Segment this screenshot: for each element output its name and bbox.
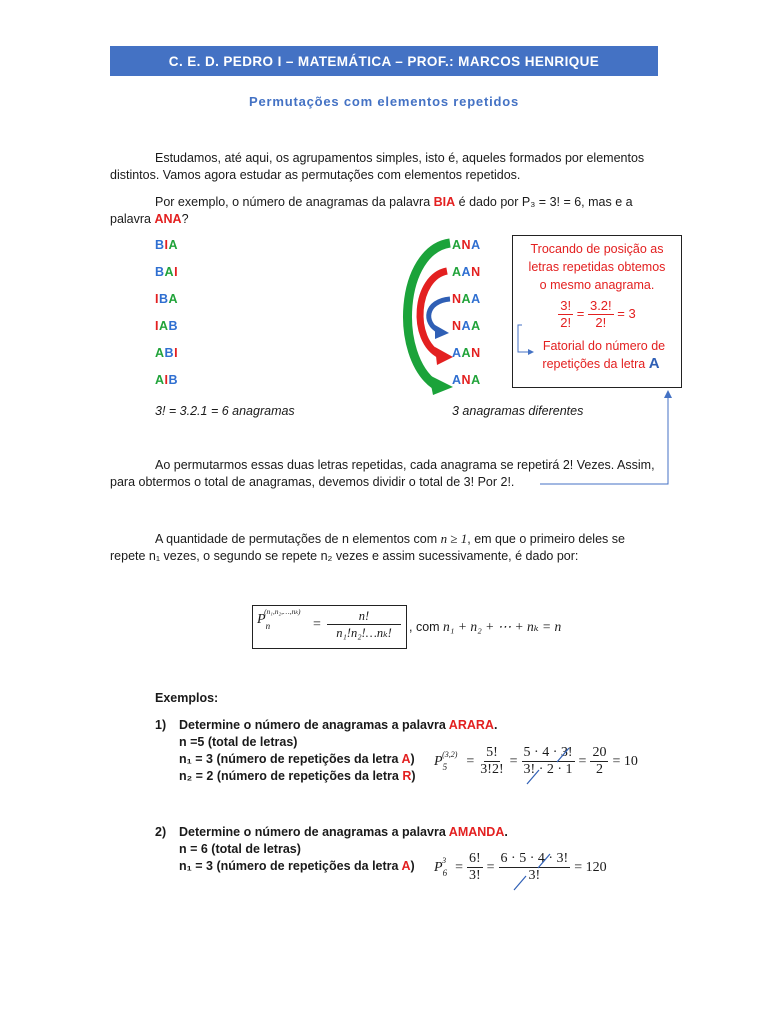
list-item: BIA bbox=[155, 238, 179, 252]
ana-anagram-list bbox=[452, 238, 481, 400]
example-1: 1) Determine o número de anagramas a palavra ARARA. n =5 (total de letras) n₁ = 3 (número de repetições da letra A) n₂ = 2 (número de repetições da letra R) bbox=[155, 718, 498, 783]
list-item: IAB bbox=[155, 319, 179, 333]
note-line-1: Trocando de posição as bbox=[530, 242, 664, 256]
header-title: C. E. D. PEDRO I – MATEMÁTICA – PROF.: MARCOS HENRIQUE bbox=[168, 53, 600, 69]
list-item: ANA bbox=[452, 373, 481, 387]
general-paragraph: A quantidade de permutações de n elementos com n ≥ 1, em que o primeiro deles se repete n₁ vezes, o segundo se repete n₂ vezes e assim sucessivamente, é dado por: bbox=[110, 531, 625, 563]
example-1-line-1: n =5 (total de letras) bbox=[179, 735, 298, 749]
example-1-calculation: $P_5^{(3,2)}$ = $\frac{5!}{3!2!}$ = $\frac{5 \cdot 4 \cdot 3!}{3! \cdot 2 \cdot 1}$ = $\frac{20}{2}$ = 10 bbox=[434, 745, 638, 777]
note-fraction: $\frac{3!}{2!}$ = $\frac{3.2!}{2!}$ = 3 bbox=[560, 298, 636, 330]
example-2-calculation: $P_6^3$ = $\frac{6!}{3!}$ = $\frac{6 \cdot 5 \cdot 4 \cdot 3!}{3!}$ = 120 bbox=[434, 851, 607, 883]
intro-p2-text-a: Por exemplo, o número de anagramas da palavra bbox=[155, 195, 434, 209]
note-fatorial-2: repetições da letra A bbox=[542, 355, 660, 372]
example-2-line-2: n₁ = 3 (número de repetições da letra A) bbox=[179, 859, 415, 873]
intro-paragraph-1: Estudamos, até aqui, os agrupamentos simples, isto é, aqueles formados por elementos distintos. Vamos agora estudar as permutações com elementos repetidos. bbox=[110, 151, 645, 182]
note-line-3: o mesmo anagrama. bbox=[539, 278, 655, 292]
formula-p: $P_n^{(n_1,n_2,\dots,n_k)}$ bbox=[257, 607, 301, 631]
list-item: IBA bbox=[155, 292, 179, 306]
red-arrow bbox=[420, 271, 447, 355]
list-item: ANA bbox=[452, 238, 481, 252]
note-line-2: letras repetidas obtemos bbox=[528, 260, 666, 274]
intro-paragraph-2 bbox=[110, 194, 658, 228]
header-banner bbox=[110, 46, 658, 76]
formula-condition: , com n₁ + n₂ + ⋯ + nₖ = n bbox=[409, 619, 562, 634]
word-bia: BIA bbox=[433, 195, 456, 209]
word-ana: ANA bbox=[154, 212, 182, 226]
bia-anagram-list bbox=[155, 238, 178, 400]
examples-title: Exemplos: bbox=[155, 691, 219, 705]
list-item: AAN bbox=[452, 265, 481, 279]
permutation-formula-box: $P_n^{(n_1,n_2,\dots,n_k)}$ = $\frac{n!}{\text{n₁!n₂!…nₖ!}}$ bbox=[252, 605, 407, 649]
example-2-line-1: n = 6 (total de letras) bbox=[179, 842, 301, 856]
formula-fraction: $\frac{n!}{\text{n₁!n₂!…nₖ!}}$ bbox=[327, 608, 401, 641]
list-item: AIB bbox=[155, 373, 179, 387]
ana-caption: 3 anagramas diferentes bbox=[452, 404, 584, 418]
example-1-line-2: n₁ = 3 (número de repetições da letra A) bbox=[179, 752, 415, 766]
intro-p2-text-c: ? bbox=[181, 212, 189, 226]
explanation-paragraph: Ao permutarmos essas duas letras repetidas, cada anagrama se repetirá 2! Vezes. Assim, para obtermos o total de anagramas, devemos dividir o total de 3! Por 2!. bbox=[110, 458, 655, 489]
cancel-strokes-2 bbox=[510, 850, 560, 892]
subtitle: Permutações com elementos repetidos bbox=[248, 94, 520, 109]
list-item: AAN bbox=[452, 346, 481, 360]
list-item: BAI bbox=[155, 265, 179, 279]
intro-p2-text-b: é dado por P₃ = 3! = 6, mas e a palavra bbox=[110, 195, 633, 226]
note-fatorial-1: Fatorial do número de bbox=[542, 339, 666, 353]
list-item: NAA bbox=[452, 319, 481, 333]
list-item: NAA bbox=[452, 292, 481, 306]
example-2: 2) Determine o número de anagramas a palavra AMANDA. n = 6 (total de letras) n₁ = 3 (número de repetições da letra A) bbox=[155, 825, 508, 873]
example-1-line-3: n₂ = 2 (número de repetições da letra R) bbox=[179, 769, 416, 783]
list-item: ABI bbox=[155, 346, 179, 360]
blue-arrow bbox=[429, 299, 450, 331]
cancel-strokes-1 bbox=[525, 744, 575, 786]
bia-caption: 3! = 3.2.1 = 6 anagramas bbox=[155, 404, 295, 418]
